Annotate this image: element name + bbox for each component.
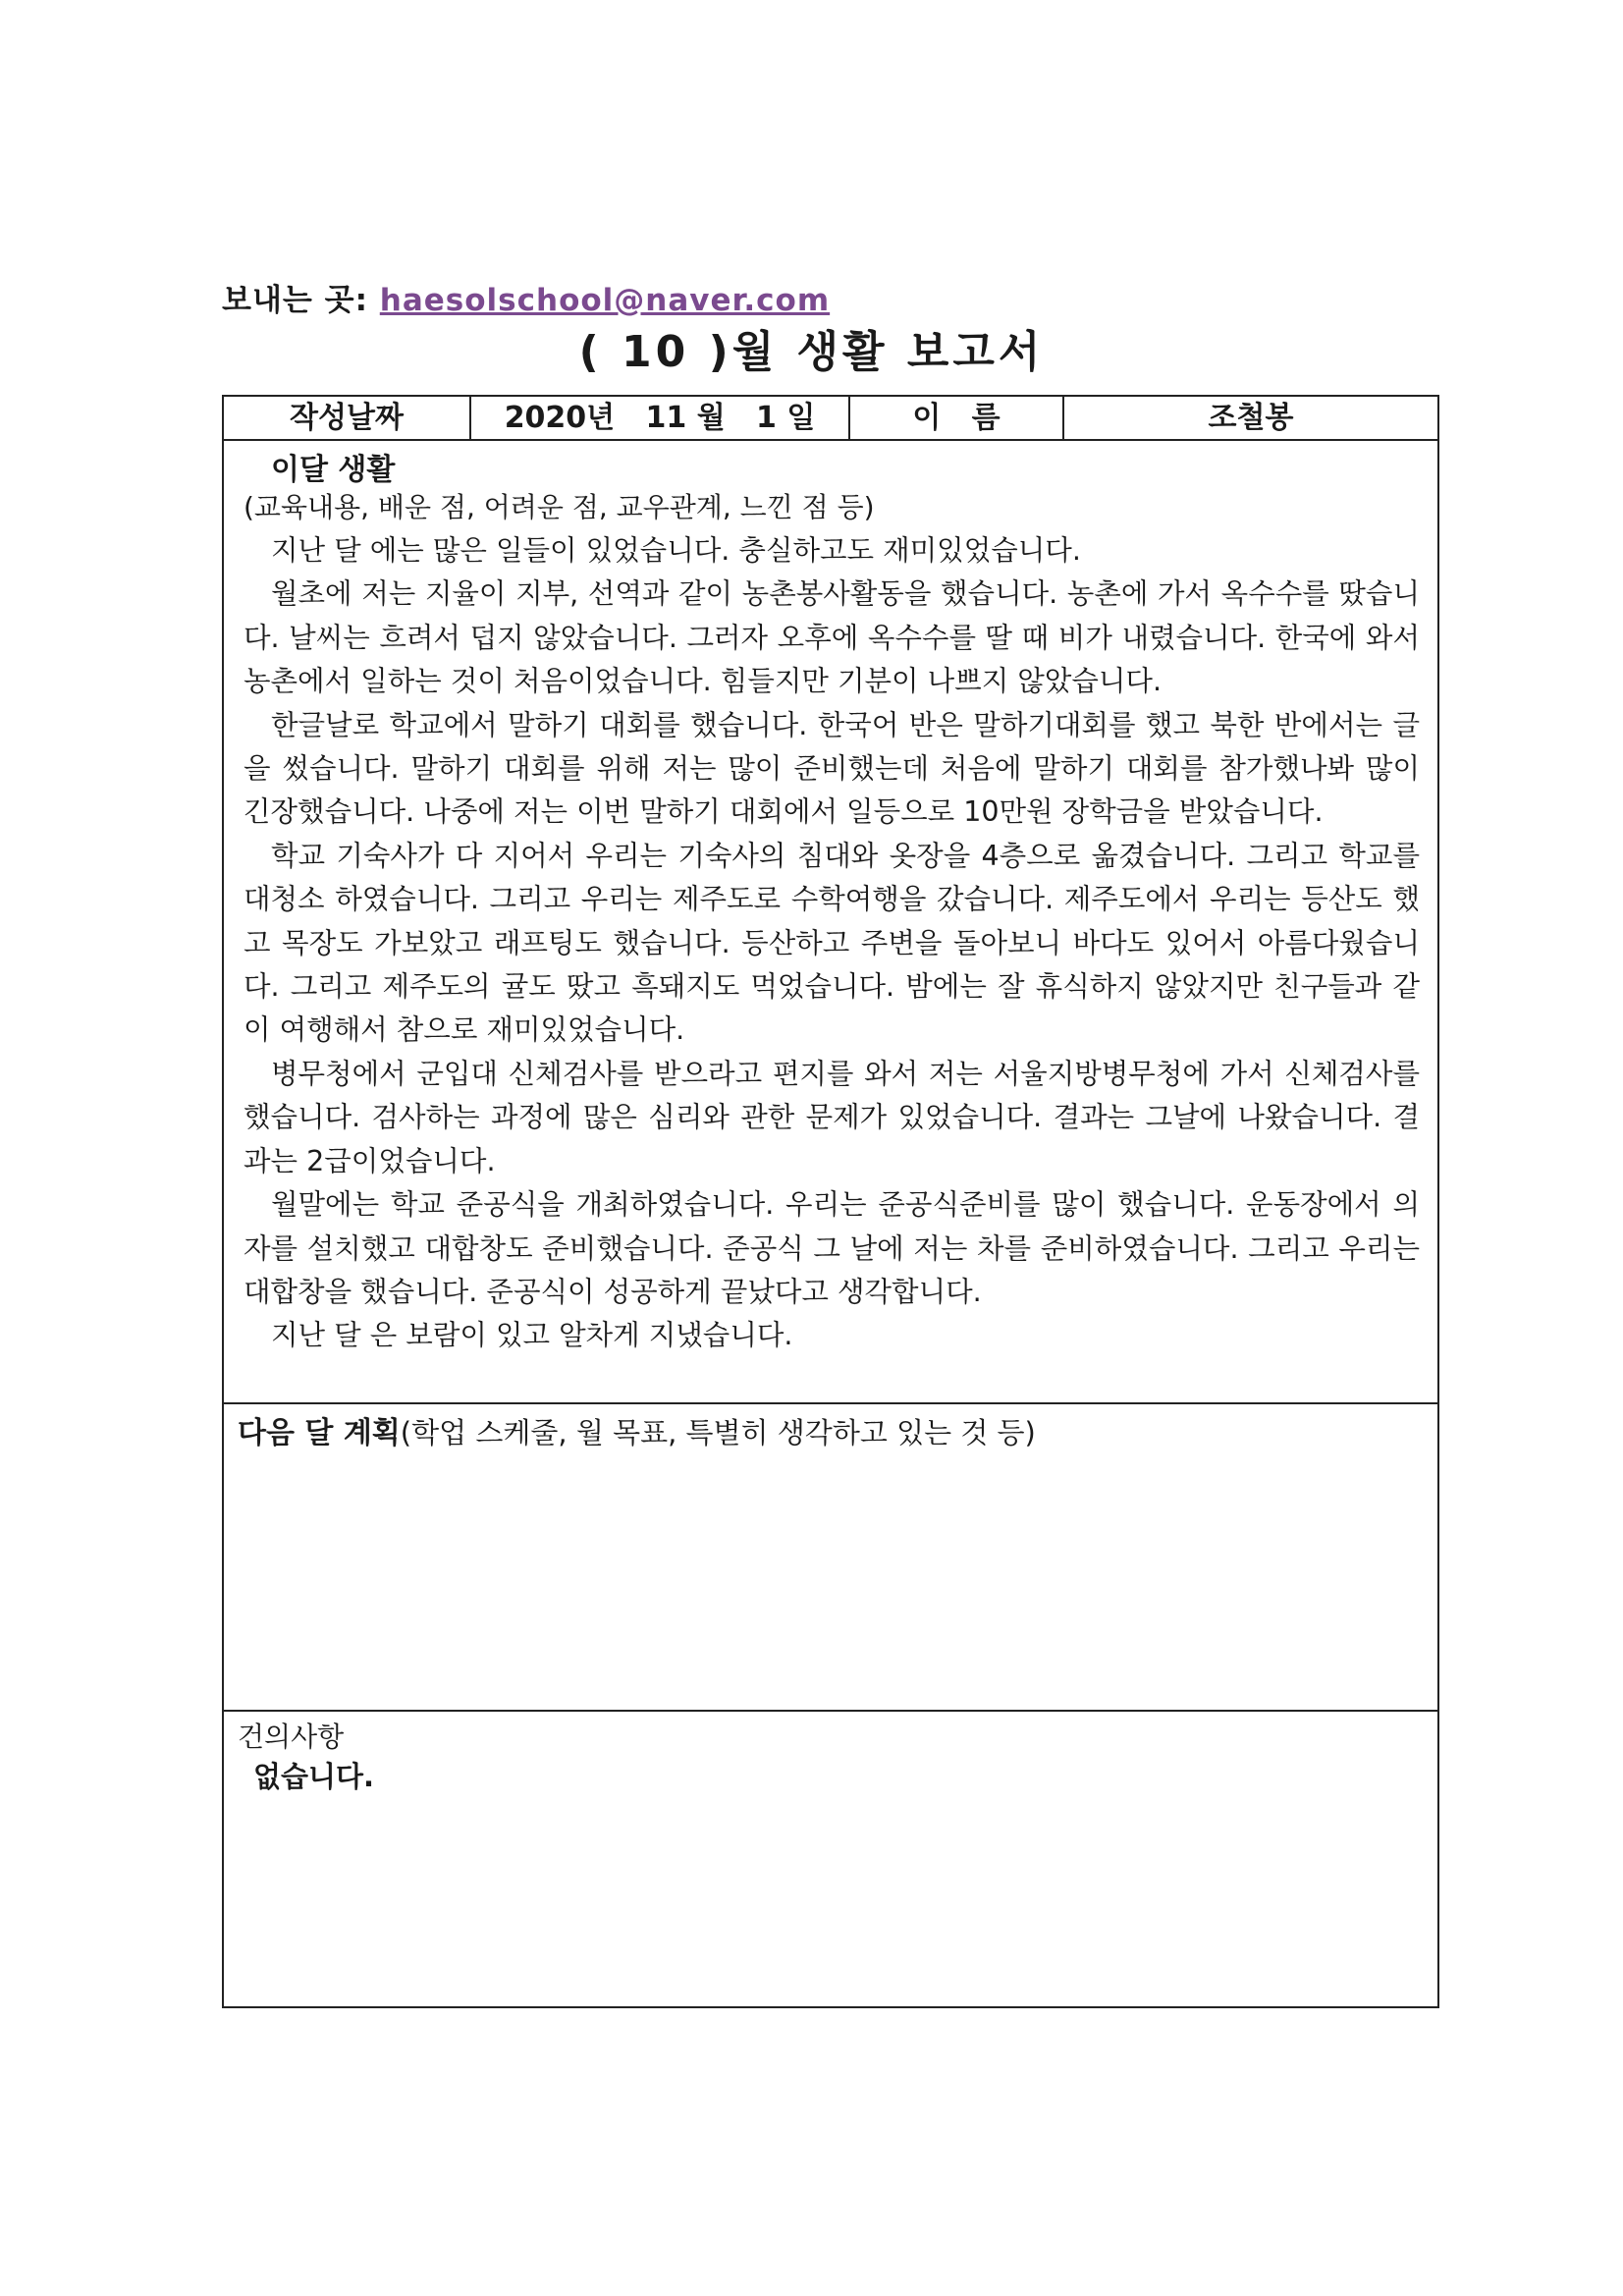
- next-month-subheading: (학업 스케줄, 월 목표, 특별히 생각하고 있는 것 등): [400, 1416, 1036, 1449]
- body-paragraph: 지난 달 에는 많은 일들이 있었습니다. 충실하고도 재미있었습니다.: [271, 534, 1081, 567]
- next-month-heading-line: [238, 1408, 1036, 1451]
- date-value: 2020년 11 월 1 일: [504, 401, 816, 435]
- body-paragraph: 한글날로 학교에서 말하기 대회를 했습니다. 한국어 반은 말하기대회를 했고 북한 반에서는 글을 썼습니다. 말하기 대회를 위해 저는 많이 준비했는데 처음에 말하기 대회를 참가했나봐 많이 긴장했습니다. 나중에 저는 이번 말하기 대회에서 일등으로 10만원 장학금을 받았습니다.: [243, 708, 1420, 829]
- date-label: 작성날짜: [290, 401, 404, 435]
- suggestions-section: [224, 1712, 1437, 2008]
- name-label: 이 름: [912, 401, 1001, 435]
- this-month-heading: 이달 생활: [271, 453, 396, 487]
- suggestions-value: 없습니다.: [253, 1760, 375, 1793]
- this-month-section: [224, 441, 1437, 1404]
- header-row: [224, 397, 1437, 441]
- report-title: ( 10 )월 생활 보고서: [578, 327, 1045, 377]
- next-month-heading: 다음 달 계획: [238, 1416, 401, 1450]
- body-paragraph: 월말에는 학교 준공식을 개최하였습니다. 우리는 준공식준비를 많이 했습니다. 운동장에서 의자를 설치했고 대합창도 준비했습니다. 준공식 그 날에 저는 차를 준비하였습니다. 그리고 우리는 대합창을 했습니다. 준공식이 성공하게 끝났다고 생각합니다.: [243, 1188, 1420, 1308]
- next-month-section: [224, 1404, 1437, 1712]
- sender-line: [222, 275, 830, 319]
- suggestions-heading: 건의사항: [238, 1721, 345, 1753]
- report-form: [222, 395, 1439, 2008]
- sender-email-link[interactable]: haesolschool@naver.com: [379, 283, 831, 318]
- body-paragraph: 지난 달 은 보람이 있고 알차게 지냈습니다.: [271, 1319, 793, 1352]
- name-value: 조철봉: [1208, 401, 1294, 435]
- this-month-subheading: (교육내용, 배운 점, 어려운 점, 교우관계, 느낀 점 등): [243, 491, 875, 523]
- body-paragraph: 병무청에서 군입대 신체검사를 받으라고 편지를 와서 저는 서울지방병무청에 가서 신체검사를 했습니다. 검사하는 과정에 많은 심리와 관한 문제가 있었습니다. 결과는 그날에 나왔습니다. 결과는 2급이었습니다.: [243, 1057, 1420, 1177]
- this-month-body: [243, 529, 1420, 1358]
- body-paragraph: 월초에 저는 지율이 지부, 선역과 같이 농촌봉사활동을 했습니다. 농촌에 가서 옥수수를 땄습니다. 날씨는 흐려서 덥지 않았습니다. 그러자 오후에 옥수수를 딸 때 비가 내렸습니다. 한국에 와서 농촌에서 일하는 것이 처음이었습니다. 힘들지만 기분이 나쁘지 않았습니다.: [243, 577, 1420, 698]
- body-paragraph: 학교 기숙사가 다 지어서 우리는 기숙사의 침대와 옷장을 4층으로 옮겼습니다. 그리고 학교를 대청소 하였습니다. 그리고 우리는 제주도로 수학여행을 갔습니다. 제주도에서 우리는 등산도 했고 목장도 가보았고 래프팅도 했습니다. 등산하고 주변을 돌아보니 바다도 있어서 아름다웠습니다. 그리고 제주도의 귤도 땄고 흑돼지도 먹었습니다. 밤에는 잘 휴식하지 않았지만 친구들과 같이 여행해서 참으로 재미있었습니다.: [243, 839, 1420, 1047]
- sender-label: 보내는 곳:: [222, 283, 368, 318]
